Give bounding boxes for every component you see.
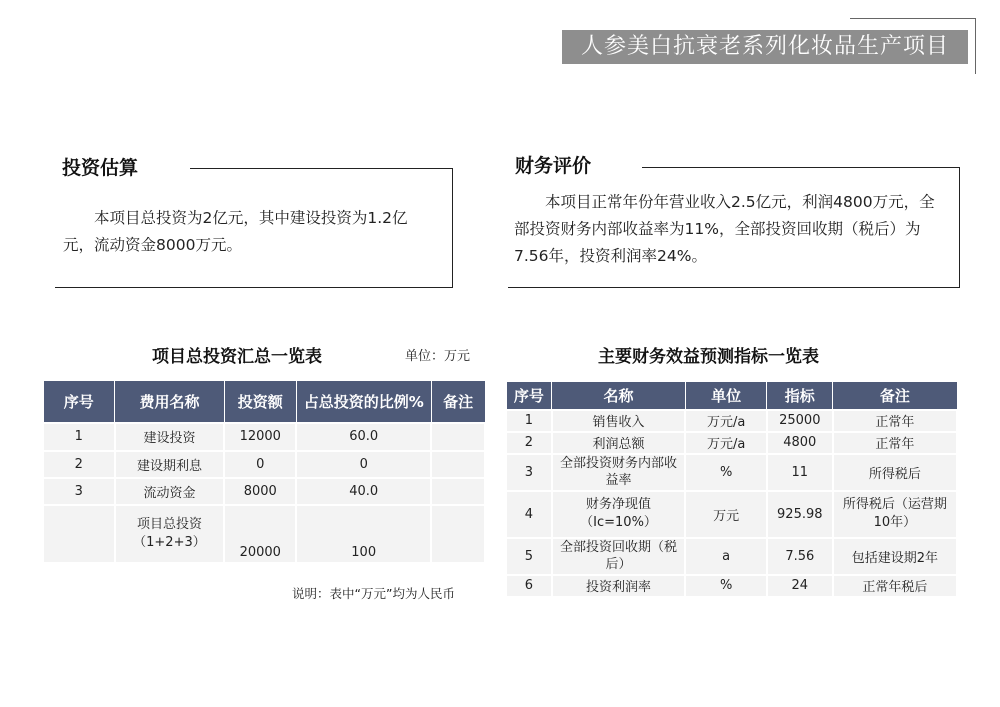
cell-unit: % bbox=[685, 454, 767, 491]
cell-name: 销售收入 bbox=[552, 410, 686, 432]
cell-amount: 12000 bbox=[224, 423, 296, 451]
cell-cost-name: 流动资金 bbox=[115, 478, 225, 505]
cell-index: 2 bbox=[506, 432, 552, 454]
col-header-index: 序号 bbox=[43, 381, 115, 423]
cell-index: 4 bbox=[506, 491, 552, 538]
cell-ratio: 60.0 bbox=[296, 423, 431, 451]
cell-indicator: 24 bbox=[767, 575, 833, 597]
cell-cost-name: 建设投资 bbox=[115, 423, 225, 451]
table-row bbox=[506, 410, 957, 432]
cell-remark: 正常年 bbox=[833, 432, 957, 454]
finance-table bbox=[505, 381, 958, 598]
cell-ratio: 40.0 bbox=[296, 478, 431, 505]
invest-table-title: 项目总投资汇总一览表 bbox=[152, 347, 322, 367]
cell-unit: 万元/a bbox=[685, 432, 767, 454]
col-header-ratio: 占总投资的比例% bbox=[296, 381, 431, 423]
cell-indicator: 925.98 bbox=[767, 491, 833, 538]
cell-amount: 20000 bbox=[224, 505, 296, 563]
cell-index bbox=[43, 505, 115, 563]
cell-remark: 所得税后 bbox=[833, 454, 957, 491]
invest-table-header-row bbox=[43, 381, 485, 423]
cell-name: 全部投资财务内部收益率 bbox=[552, 454, 686, 491]
table-row bbox=[43, 423, 485, 451]
cell-index: 3 bbox=[43, 478, 115, 505]
finance-heading: 财务评价 bbox=[515, 155, 592, 177]
col-header-index: 序号 bbox=[506, 382, 552, 410]
invest-table bbox=[42, 380, 486, 564]
col-header-unit: 单位 bbox=[685, 382, 767, 410]
cell-remark: 包括建设期2年 bbox=[833, 538, 957, 575]
cell-ratio: 100 bbox=[296, 505, 431, 563]
cell-remark bbox=[431, 478, 485, 505]
table-row bbox=[43, 478, 485, 505]
cell-index: 1 bbox=[506, 410, 552, 432]
table-row bbox=[506, 454, 957, 491]
cell-index: 6 bbox=[506, 575, 552, 597]
cell-indicator: 11 bbox=[767, 454, 833, 491]
finance-table-header-row bbox=[506, 382, 957, 410]
col-header-remark: 备注 bbox=[833, 382, 957, 410]
cell-indicator: 25000 bbox=[767, 410, 833, 432]
cell-name: 财务净现值（Ic=10%） bbox=[552, 491, 686, 538]
col-header-name: 名称 bbox=[552, 382, 686, 410]
table-row bbox=[43, 451, 485, 478]
table-row bbox=[506, 538, 957, 575]
invest-table-note: 说明：表中“万元”均为人民币 bbox=[292, 586, 455, 601]
col-header-indicator: 指标 bbox=[767, 382, 833, 410]
cell-indicator: 7.56 bbox=[767, 538, 833, 575]
cell-cost-name: 建设期利息 bbox=[115, 451, 225, 478]
investment-heading: 投资估算 bbox=[62, 157, 139, 179]
table-row bbox=[506, 491, 957, 538]
investment-text: 本项目总投资为2亿元，其中建设投资为1.2亿元，流动资金8000万元。 bbox=[63, 209, 408, 254]
cell-indicator: 4800 bbox=[767, 432, 833, 454]
finance-table-title: 主要财务效益预测指标一览表 bbox=[598, 347, 819, 367]
cell-unit: % bbox=[685, 575, 767, 597]
cell-index: 1 bbox=[43, 423, 115, 451]
cell-ratio: 0 bbox=[296, 451, 431, 478]
cell-name: 全部投资回收期（税后） bbox=[552, 538, 686, 575]
cell-name: 利润总额 bbox=[552, 432, 686, 454]
col-header-cost-name: 费用名称 bbox=[115, 381, 225, 423]
cell-cost-name: 项目总投资（1+2+3） bbox=[115, 505, 225, 563]
cell-unit: 万元 bbox=[685, 491, 767, 538]
cell-remark bbox=[431, 423, 485, 451]
finance-text: 本项目正常年份年营业收入2.5亿元，利润4800万元，全部投资财务内部收益率为11%，全部投资回收期（税后）为7.56年，投资利润率24%。 bbox=[514, 193, 935, 265]
cell-name: 投资利润率 bbox=[552, 575, 686, 597]
cell-index: 3 bbox=[506, 454, 552, 491]
col-header-remark: 备注 bbox=[431, 381, 485, 423]
table-row bbox=[506, 575, 957, 597]
cell-remark bbox=[431, 451, 485, 478]
table-row bbox=[506, 432, 957, 454]
cell-unit: 万元/a bbox=[685, 410, 767, 432]
cell-amount: 8000 bbox=[224, 478, 296, 505]
table-row-total bbox=[43, 505, 485, 563]
cell-index: 2 bbox=[43, 451, 115, 478]
cell-remark: 正常年 bbox=[833, 410, 957, 432]
cell-amount: 0 bbox=[224, 451, 296, 478]
cell-remark: 所得税后（运营期10年） bbox=[833, 491, 957, 538]
cell-unit: a bbox=[685, 538, 767, 575]
cell-remark: 正常年税后 bbox=[833, 575, 957, 597]
cell-index: 5 bbox=[506, 538, 552, 575]
cell-remark bbox=[431, 505, 485, 563]
invest-table-unit: 单位：万元 bbox=[405, 349, 471, 364]
page-title: 人参美白抗衰老系列化妆品生产项目 bbox=[562, 30, 968, 64]
col-header-amount: 投资额 bbox=[224, 381, 296, 423]
